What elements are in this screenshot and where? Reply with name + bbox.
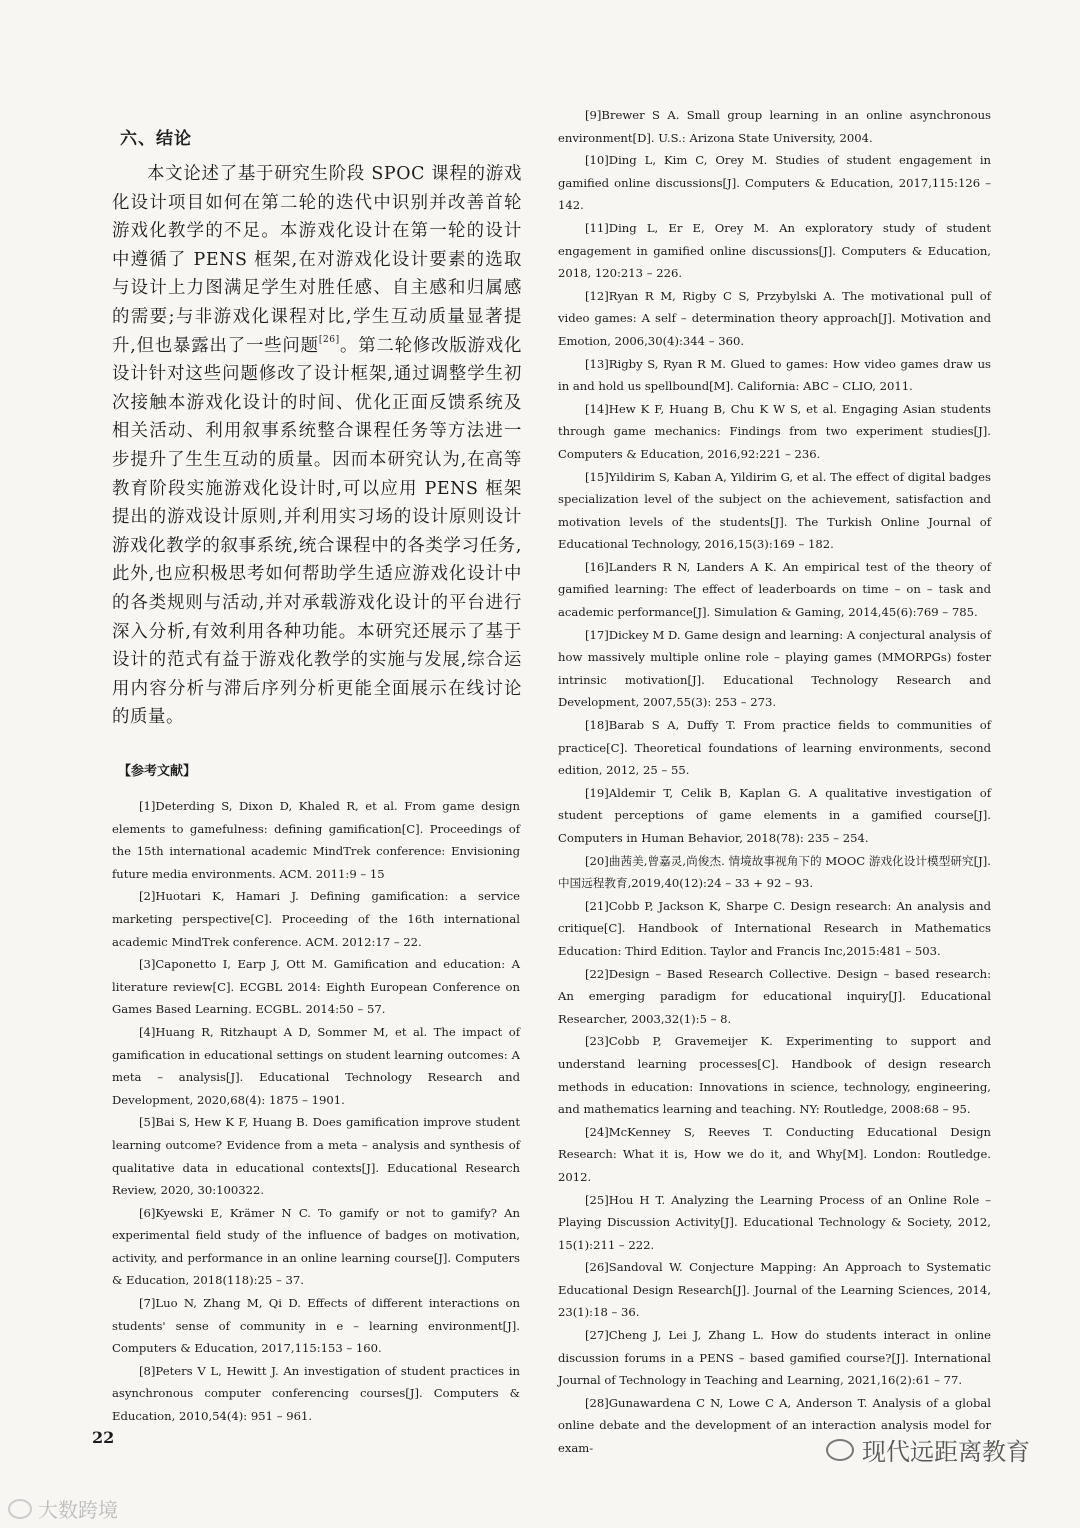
reference-item: [10]Ding L, Kim C, Orey M. Studies of student engagement in gamified online discussions[J]. Computers & Education, 2017,115:126 – 142. <box>558 153 991 213</box>
reference-list-left <box>112 795 520 1428</box>
data-watermark-text: 大数跨境 <box>38 1498 118 1522</box>
reference-item: [27]Cheng J, Lei J, Zhang L. How do students interact in online discussion forums in a PENS – based gamified course?[J]. International Journal of Technology in Teaching and Learning, 2021,16(2):61 – 77. <box>558 1328 991 1388</box>
reference-item: [18]Barab S A, Duffy T. From practice fields to communities of practice[C]. Theoretical foundations of learning environments, second edition, 2012, 25 – 55. <box>558 718 991 778</box>
reference-item: [4]Huang R, Ritzhaupt A D, Sommer M, et al. The impact of gamification in educational settings on student learning outcomes: A meta – analysis[J]. Educational Technology Research and Development, 2020,68(4): 1875 – 1901. <box>112 1024 520 1107</box>
section-title: 六、结论 <box>120 129 192 149</box>
reference-item: [14]Hew K F, Huang B, Chu K W S, et al. Engaging Asian students through game mechanics: Findings from two experiment studies[J]. Computers & Education, 2016,92:221 – 236. <box>558 401 991 461</box>
citation-ref: [26] <box>318 334 340 345</box>
conclusion-text-part2: 。第二轮修改版游戏化设计针对这些问题修改了设计框架,通过调整学生初次接触本游戏化设计的时间、优化正面反馈系统及相关活动、利用叙事系统整合课程任务等方法进一步提升了生生互动的质量。因而本研究认为,在高等教育阶段实施游戏化设计时,可以应用 PENS 框架提出的游戏设计原则,并利用实习场的设计原则设计游戏化教学的叙事系统,统合课程中的各类学习任务,此外,也应积极思考如何帮助学生适应游戏化设计中的各类规则与活动,并对承载游戏化设计的平台进行深入分析,有效利用各种功能。本研究还展示了基于设计的范式有益于游戏化教学的实施与发展,综合运用内容分析与滞后序列分析更能全面展示在线讨论的质量。 <box>112 335 522 728</box>
reference-list-right <box>558 104 991 1460</box>
reference-item: [13]Rigby S, Ryan R M. Glued to games: How video games draw us in and hold us spellbound[M]. California: ABC – CLIO, 2011. <box>558 356 991 394</box>
reference-item: [28]Gunawardena C N, Lowe C A, Anderson T. Analysis of a global online debate and the development of an interaction analysis model for exam- <box>558 1395 991 1456</box>
wechat-icon <box>826 1439 854 1461</box>
reference-item: [25]Hou H T. Analyzing the Learning Process of an Online Role – Playing Discussion Activity[J]. Educational Technology & Society, 2012, 15(1):211 – 222. <box>558 1192 991 1252</box>
brand-watermark-text: 现代远距离教育 <box>862 1438 1030 1466</box>
reference-item: [24]McKenney S, Reeves T. Conducting Educational Design Research: What it is, How we do it, and Why[M]. London: Routledge. 2012. <box>558 1124 991 1184</box>
reference-item: [15]Yildirim S, Kaban A, Yildirim G, et al. The effect of digital badges specialization level of the subject on the achievement, satisfaction and motivation levels of the students[J]. The Turkish Online Journal of Educational Technology, 2016,15(3):169 – 182. <box>558 469 991 552</box>
data-watermark <box>8 1494 118 1523</box>
reference-item: [7]Luo N, Zhang M, Qi D. Effects of different interactions on students' sense of community in e – learning environment[J]. Computers & Education, 2017,115:153 – 160. <box>112 1296 520 1356</box>
reference-item: [17]Dickey M D. Game design and learning: A conjectural analysis of how massively multiple online role – playing games (MMORPGs) foster intrinsic motivation[J]. Educational Technology Research and Development, 2007,55(3): 253 – 273. <box>558 627 991 710</box>
reference-item: [1]Deterding S, Dixon D, Khaled R, et al. From game design elements to gamefulness: defining gamification[C]. Proceedings of the 15th international academic MindTrek conference: Envisioning future media environments. ACM. 2011:9 – 15 <box>112 799 520 881</box>
reference-item: [16]Landers R N, Landers A K. An empirical test of the theory of gamified learning: The effect of leaderboards on time – on – task and academic performance[J]. Simulation & Gaming, 2014,45(6):769 – 785. <box>558 559 991 620</box>
reference-item: [20]曲茜美,曾嘉灵,尚俊杰. 情境故事视角下的 MOOC 游戏化设计模型研究[J]. 中国远程教育,2019,40(12):24 – 33 + 92 – 93. <box>558 853 991 891</box>
reference-item: [5]Bai S, Hew K F, Huang B. Does gamification improve student learning outcome? Evidence from a meta – analysis and synthesis of qualitative data in educational contexts[J]. Educational Research Review, 2020, 30:100322. <box>112 1115 520 1198</box>
reference-item: [2]Huotari K, Hamari J. Defining gamification: a service marketing perspective[C]. Proceeding of the 16th international academic MindTrek conference. ACM. 2012:17 – 22. <box>112 889 520 949</box>
reference-item: [3]Caponetto I, Earp J, Ott M. Gamification and education: A literature review[C]. ECGBL 2014: Eighth European Conference on Games Based Learning. ECGBL. 2014:50 – 57. <box>112 957 520 1017</box>
reference-item: [19]Aldemir T, Celik B, Kaplan G. A qualitative investigation of student perceptions of game elements in a gamified course[J]. Computers in Human Behavior, 2018(78): 235 – 254. <box>558 785 991 845</box>
conclusion-text-part1: 本文论述了基于研究生阶段 SPOC 课程的游戏化设计项目如何在第二轮的迭代中识别并改善首轮游戏化教学的不足。本游戏化设计在第一轮的设计中遵循了 PENS 框架,在对游戏化设计要素的选取与设计上力图满足学生对胜任感、自主感和归属感的需要;与非游戏化课程对比,学生互动质量显著提升,但也暴露出了一些问题 <box>112 164 522 356</box>
reference-item: [23]Cobb P, Gravemeijer K. Experimenting to support and understand learning processes[C]. Handbook of design research methods in education: Innovations in science, technology, engineering, and mathematics learning and teaching. NY: Routledge, 2008:68 – 95. <box>558 1034 991 1117</box>
reference-item: [9]Brewer S A. Small group learning in an online asynchronous environment[D]. U.S.: Arizona State University, 2004. <box>558 108 991 145</box>
reference-item: [11]Ding L, Er E, Orey M. An exploratory study of student engagement in gamified online discussions[J]. Computers & Education, 2018, 120:213 – 226. <box>558 220 991 281</box>
brand-watermark <box>826 1432 1030 1467</box>
conclusion-paragraph <box>112 160 522 732</box>
reference-item: [8]Peters V L, Hewitt J. An investigation of student practices in asynchronous computer conferencing courses[J]. Computers & Education, 2010,54(4): 951 – 961. <box>112 1363 520 1424</box>
reference-item: [22]Design – Based Research Collective. Design – based research: An emerging paradigm for educational inquiry[J]. Educational Researcher, 2003,32(1):5 – 8. <box>558 966 991 1026</box>
reference-item: [12]Ryan R M, Rigby C S, Przybylski A. The motivational pull of video games: A self – determination theory approach[J]. Motivation and Emotion, 2006,30(4):344 – 360. <box>558 288 991 348</box>
chat-bubble-icon <box>8 1499 32 1519</box>
reference-item: [26]Sandoval W. Conjecture Mapping: An Approach to Systematic Educational Design Research[J]. Journal of the Learning Sciences, 2014, 23(1):18 – 36. <box>558 1260 991 1320</box>
references-heading: 【参考文献】 <box>118 764 197 779</box>
page-number: 22 <box>92 1428 115 1447</box>
reference-item: [21]Cobb P, Jackson K, Sharpe C. Design research: An analysis and critique[C]. Handbook of International Research in Mathematics Education: Third Edition. Taylor and Francis Inc,2015:481 – 503. <box>558 898 991 958</box>
reference-item: [6]Kyewski E, Krämer N C. To gamify or not to gamify? An experimental field study of the influence of badges on motivation, activity, and performance in an online learning course[J]. Computers & Education, 2018(118):25 – 37. <box>112 1205 520 1288</box>
